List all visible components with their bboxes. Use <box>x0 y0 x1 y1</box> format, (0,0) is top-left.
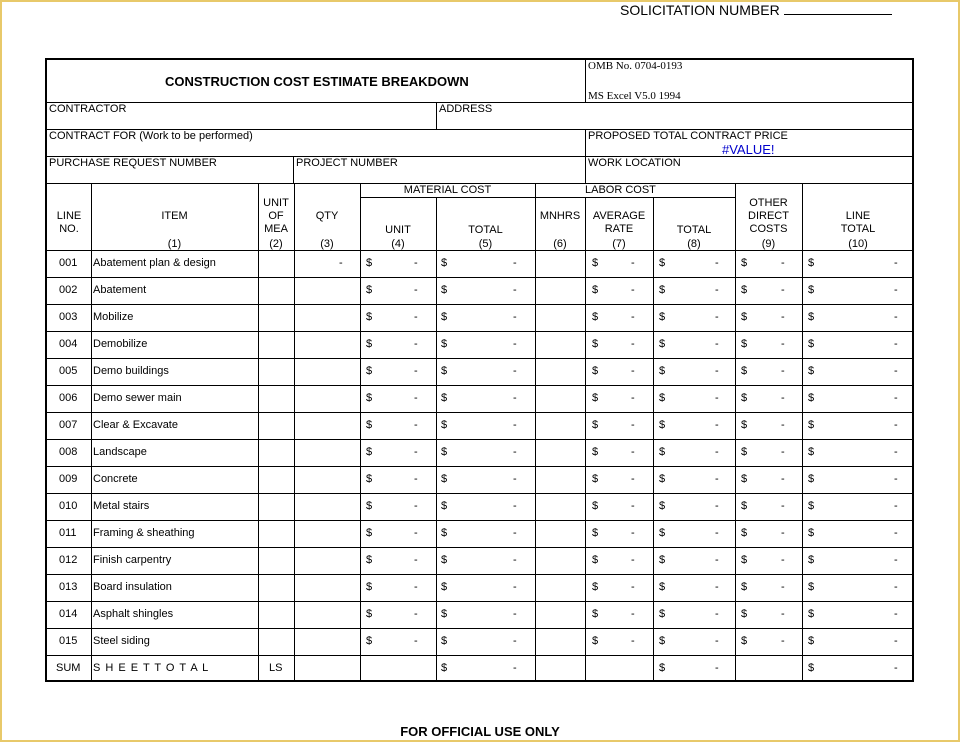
other-costs-value: - <box>781 338 785 350</box>
other-costs-value: - <box>781 257 785 269</box>
line-no: 014 <box>59 608 78 620</box>
mat-total-value: - <box>513 419 517 431</box>
mat-unit-currency: $ <box>366 338 373 350</box>
lab-total-currency: $ <box>659 473 666 485</box>
solicitation-number <box>620 2 892 18</box>
lab-avg-rate-currency: $ <box>592 527 599 539</box>
row-divider <box>47 331 914 332</box>
mat-total-currency: $ <box>441 662 448 674</box>
line-total-value: - <box>894 554 898 566</box>
other-costs-value: - <box>781 527 785 539</box>
line-no: 011 <box>59 527 77 539</box>
other-costs-value: - <box>781 500 785 512</box>
other-costs-currency: $ <box>741 365 748 377</box>
lab-total-currency: $ <box>659 338 666 350</box>
mat-total-currency: $ <box>441 284 448 296</box>
lab-avg-rate-value: - <box>631 500 635 512</box>
line-no: SUM <box>56 662 81 674</box>
mat-total-currency: $ <box>441 257 448 269</box>
lab-total-currency: $ <box>659 311 666 323</box>
mat-total-currency: $ <box>441 365 448 377</box>
purchase-request-label: PURCHASE REQUEST NUMBER <box>49 157 217 169</box>
other-costs-currency: $ <box>741 338 748 350</box>
col-divider <box>735 183 736 682</box>
lab-total-currency: $ <box>659 608 666 620</box>
item-name: Abatement plan & design <box>93 257 216 269</box>
col-line-total-l2: TOTAL <box>840 223 876 235</box>
other-costs-currency: $ <box>741 419 748 431</box>
lab-total-currency: $ <box>659 527 666 539</box>
form-title: CONSTRUCTION COST ESTIMATE BREAKDOWN <box>165 74 469 89</box>
mat-total-value: - <box>513 662 517 674</box>
other-costs-currency: $ <box>741 311 748 323</box>
mat-total-value: - <box>513 473 517 485</box>
item-name: S H E E T T O T A L <box>93 662 210 674</box>
line-total-currency: $ <box>808 446 815 458</box>
lab-avg-rate-currency: $ <box>592 284 599 296</box>
item-name: Mobilize <box>93 311 134 323</box>
item-name: Asphalt shingles <box>93 608 174 620</box>
lab-total-value: - <box>715 392 719 404</box>
other-costs-currency: $ <box>741 554 748 566</box>
line-total-value: - <box>894 284 898 296</box>
material-cost-header: MATERIAL COST <box>403 184 492 196</box>
lab-total-value: - <box>715 257 719 269</box>
lab-total-value: - <box>715 527 719 539</box>
other-costs-currency: $ <box>741 257 748 269</box>
col-mat-unit-num: (4) <box>391 238 405 250</box>
line-total-value: - <box>894 662 898 674</box>
line-total-currency: $ <box>808 527 815 539</box>
col-unit-mea-num: (2) <box>269 238 283 250</box>
other-costs-value: - <box>781 554 785 566</box>
line-total-value: - <box>894 446 898 458</box>
omb-number: OMB No. 0704-0193 <box>588 60 683 72</box>
mat-total-currency: $ <box>441 419 448 431</box>
mat-total-value: - <box>513 284 517 296</box>
item-name: Concrete <box>93 473 138 485</box>
line-total-currency: $ <box>808 554 815 566</box>
mat-unit-currency: $ <box>366 392 373 404</box>
lab-avg-rate-currency: $ <box>592 500 599 512</box>
lab-avg-rate-value: - <box>631 473 635 485</box>
col-line-total <box>802 210 914 236</box>
mat-total-value: - <box>513 608 517 620</box>
lab-avg-rate-currency: $ <box>592 419 599 431</box>
col-unit-mea-l3: MEA <box>264 223 288 235</box>
line-total-value: - <box>894 365 898 377</box>
lab-total-value: - <box>715 338 719 350</box>
line-total-value: - <box>894 419 898 431</box>
project-number-label: PROJECT NUMBER <box>296 157 398 169</box>
col-divider <box>360 183 361 682</box>
lab-total-value: - <box>715 635 719 647</box>
lab-avg-rate-currency: $ <box>592 635 599 647</box>
line-no: 009 <box>59 473 78 485</box>
row-divider <box>47 547 914 548</box>
mat-unit-currency: $ <box>366 257 373 269</box>
item-name: Finish carpentry <box>93 554 172 566</box>
mat-unit-value: - <box>414 392 418 404</box>
line-total-value: - <box>894 392 898 404</box>
lab-total-currency: $ <box>659 284 666 296</box>
row-divider <box>47 358 914 359</box>
lab-total-value: - <box>715 554 719 566</box>
lab-total-currency: $ <box>659 257 666 269</box>
other-costs-value: - <box>781 473 785 485</box>
mat-unit-value: - <box>414 554 418 566</box>
col-lab-total-num: (8) <box>687 238 701 250</box>
mat-total-value: - <box>513 635 517 647</box>
mat-unit-currency: $ <box>366 419 373 431</box>
lab-total-value: - <box>715 662 719 674</box>
item-name: Demo sewer main <box>93 392 182 404</box>
other-costs-currency: $ <box>741 392 748 404</box>
col-line-no <box>47 210 91 236</box>
other-costs-value: - <box>781 392 785 404</box>
col-other-l2: DIRECT <box>748 210 789 222</box>
lab-avg-rate-currency: $ <box>592 554 599 566</box>
mat-unit-value: - <box>414 419 418 431</box>
mat-unit-value: - <box>414 284 418 296</box>
solicitation-field[interactable] <box>784 2 892 15</box>
line-total-currency: $ <box>808 608 815 620</box>
lab-total-currency: $ <box>659 662 666 674</box>
lab-total-value: - <box>715 473 719 485</box>
other-costs-currency: $ <box>741 500 748 512</box>
item-name: Demobilize <box>93 338 148 350</box>
mat-total-value: - <box>513 311 517 323</box>
col-line-total-num: (10) <box>848 238 868 250</box>
mat-unit-currency: $ <box>366 473 373 485</box>
other-costs-currency: $ <box>741 527 748 539</box>
line-no: 013 <box>59 581 78 593</box>
lab-avg-rate-value: - <box>631 419 635 431</box>
line-total-value: - <box>894 608 898 620</box>
item-name: Metal stairs <box>93 500 150 512</box>
address-label: ADDRESS <box>439 103 493 115</box>
row-divider <box>47 655 914 656</box>
divider <box>585 60 586 102</box>
line-no: 004 <box>59 338 78 350</box>
mat-total-value: - <box>513 365 517 377</box>
line-total-currency: $ <box>808 662 815 674</box>
col-avg-rate-num: (7) <box>612 238 626 250</box>
col-avg-rate-l1: AVERAGE <box>592 210 646 222</box>
row-divider <box>47 466 914 467</box>
mat-total-currency: $ <box>441 635 448 647</box>
line-no: 015 <box>59 635 78 647</box>
line-total-value: - <box>894 473 898 485</box>
mat-unit-value: - <box>414 365 418 377</box>
item-name: Demo buildings <box>93 365 169 377</box>
lab-total-value: - <box>715 446 719 458</box>
other-costs-value: - <box>781 446 785 458</box>
mat-total-value: - <box>513 554 517 566</box>
other-costs-currency: $ <box>741 284 748 296</box>
lab-avg-rate-value: - <box>631 392 635 404</box>
divider <box>436 102 437 129</box>
line-total-currency: $ <box>808 419 815 431</box>
labor-cost-header: LABOR COST <box>585 184 656 196</box>
col-mat-total: TOTAL <box>468 224 503 236</box>
lab-avg-rate-currency: $ <box>592 473 599 485</box>
col-other-l1: OTHER <box>749 197 788 209</box>
mat-total-currency: $ <box>441 554 448 566</box>
lab-avg-rate-currency: $ <box>592 392 599 404</box>
lab-total-currency: $ <box>659 365 666 377</box>
row-divider <box>47 493 914 494</box>
lab-avg-rate-currency: $ <box>592 365 599 377</box>
col-other <box>735 197 802 236</box>
lab-avg-rate-value: - <box>631 608 635 620</box>
item-name: Clear & Excavate <box>93 419 178 431</box>
line-total-currency: $ <box>808 473 815 485</box>
mat-unit-currency: $ <box>366 608 373 620</box>
contractor-label: CONTRACTOR <box>49 103 127 115</box>
line-total-value: - <box>894 500 898 512</box>
lab-total-currency: $ <box>659 581 666 593</box>
mat-total-currency: $ <box>441 473 448 485</box>
mat-unit-currency: $ <box>366 365 373 377</box>
other-costs-currency: $ <box>741 635 748 647</box>
other-costs-value: - <box>781 419 785 431</box>
col-line-no-l1: LINE <box>56 210 82 222</box>
line-total-currency: $ <box>808 257 815 269</box>
mat-total-value: - <box>513 581 517 593</box>
line-no: 007 <box>59 419 78 431</box>
other-costs-value: - <box>781 365 785 377</box>
mat-total-currency: $ <box>441 500 448 512</box>
lab-total-currency: $ <box>659 635 666 647</box>
line-no: 008 <box>59 446 78 458</box>
lab-avg-rate-value: - <box>631 446 635 458</box>
item-name: Steel siding <box>93 635 150 647</box>
mat-total-currency: $ <box>441 608 448 620</box>
col-other-l3: COSTS <box>749 223 788 235</box>
mat-unit-value: - <box>414 527 418 539</box>
line-no: 003 <box>59 311 78 323</box>
mat-unit-value: - <box>414 311 418 323</box>
row-divider <box>47 304 914 305</box>
col-line-no-l2: NO. <box>59 223 79 235</box>
mat-total-value: - <box>513 500 517 512</box>
col-divider <box>258 183 259 682</box>
mat-total-value: - <box>513 338 517 350</box>
mat-unit-value: - <box>414 338 418 350</box>
mat-unit-value: - <box>414 500 418 512</box>
line-total-currency: $ <box>808 392 815 404</box>
solicitation-label: SOLICITATION NUMBER <box>620 2 780 18</box>
col-divider <box>535 183 536 682</box>
col-mat-unit: UNIT <box>385 224 411 236</box>
lab-avg-rate-currency: $ <box>592 257 599 269</box>
col-qty-num: (3) <box>320 238 334 250</box>
lab-total-value: - <box>715 365 719 377</box>
row-divider <box>47 277 914 278</box>
line-total-currency: $ <box>808 311 815 323</box>
other-costs-value: - <box>781 581 785 593</box>
mat-unit-value: - <box>414 581 418 593</box>
mat-total-currency: $ <box>441 392 448 404</box>
contract-for-label: CONTRACT FOR (Work to be performed) <box>49 130 253 142</box>
mat-unit-value: - <box>414 473 418 485</box>
item-name: Framing & sheathing <box>93 527 195 539</box>
lab-total-value: - <box>715 608 719 620</box>
lab-avg-rate-value: - <box>631 257 635 269</box>
lab-avg-rate-value: - <box>631 527 635 539</box>
line-total-currency: $ <box>808 581 815 593</box>
line-total-currency: $ <box>808 284 815 296</box>
mat-unit-currency: $ <box>366 527 373 539</box>
mat-total-currency: $ <box>441 311 448 323</box>
unit-of-measure: LS <box>269 662 283 674</box>
lab-avg-rate-currency: $ <box>592 311 599 323</box>
col-unit-mea <box>258 197 294 236</box>
line-no: 006 <box>59 392 78 404</box>
col-line-total-l1: LINE <box>845 210 871 222</box>
estimate-form <box>45 58 914 682</box>
other-costs-value: - <box>781 635 785 647</box>
row-divider <box>47 412 914 413</box>
mat-total-value: - <box>513 527 517 539</box>
mat-unit-value: - <box>414 608 418 620</box>
row-divider <box>47 601 914 602</box>
col-unit-mea-l1: UNIT <box>263 197 289 209</box>
lab-avg-rate-currency: $ <box>592 608 599 620</box>
line-total-value: - <box>894 527 898 539</box>
lab-avg-rate-value: - <box>631 581 635 593</box>
line-no: 010 <box>59 500 78 512</box>
line-total-value: - <box>894 311 898 323</box>
mat-unit-currency: $ <box>366 635 373 647</box>
mat-total-currency: $ <box>441 446 448 458</box>
line-total-value: - <box>894 581 898 593</box>
mat-total-value: - <box>513 446 517 458</box>
other-costs-currency: $ <box>741 473 748 485</box>
col-item: ITEM <box>161 210 188 222</box>
line-no: 005 <box>59 365 78 377</box>
other-costs-currency: $ <box>741 446 748 458</box>
lab-total-currency: $ <box>659 392 666 404</box>
lab-total-value: - <box>715 284 719 296</box>
lab-avg-rate-currency: $ <box>592 338 599 350</box>
lab-avg-rate-currency: $ <box>592 446 599 458</box>
mat-unit-currency: $ <box>366 311 373 323</box>
row-divider <box>47 385 914 386</box>
line-total-currency: $ <box>808 500 815 512</box>
lab-total-currency: $ <box>659 419 666 431</box>
line-total-currency: $ <box>808 365 815 377</box>
mat-unit-currency: $ <box>366 284 373 296</box>
line-no: 001 <box>59 257 78 269</box>
mat-total-value: - <box>513 392 517 404</box>
col-item-num: (1) <box>167 238 182 250</box>
col-divider <box>91 183 92 682</box>
col-divider <box>294 183 295 682</box>
item-name: Board insulation <box>93 581 172 593</box>
proposed-price-label: PROPOSED TOTAL CONTRACT PRICE <box>588 130 788 142</box>
lab-total-value: - <box>715 419 719 431</box>
col-avg-rate <box>585 210 653 236</box>
row-divider <box>47 520 914 521</box>
lab-avg-rate-value: - <box>631 311 635 323</box>
divider <box>360 197 735 198</box>
col-mnhrs-num: (6) <box>553 238 567 250</box>
mat-total-currency: $ <box>441 527 448 539</box>
row-divider <box>47 574 914 575</box>
item-name: Abatement <box>93 284 147 296</box>
divider <box>293 156 294 183</box>
col-qty: QTY <box>315 210 339 222</box>
col-mnhrs: MNHRS <box>539 210 581 222</box>
col-lab-total: TOTAL <box>676 224 712 236</box>
mat-total-value: - <box>513 257 517 269</box>
mat-unit-value: - <box>414 446 418 458</box>
row-divider <box>47 439 914 440</box>
other-costs-currency: $ <box>741 581 748 593</box>
mat-unit-currency: $ <box>366 554 373 566</box>
lab-avg-rate-value: - <box>631 635 635 647</box>
col-unit-mea-l2: OF <box>268 210 284 222</box>
lab-total-value: - <box>715 500 719 512</box>
line-total-value: - <box>894 257 898 269</box>
other-costs-value: - <box>781 284 785 296</box>
mat-unit-value: - <box>414 257 418 269</box>
lab-avg-rate-currency: $ <box>592 581 599 593</box>
line-total-currency: $ <box>808 635 815 647</box>
line-no: 012 <box>59 554 78 566</box>
proposed-price-value: #VALUE! <box>722 142 775 157</box>
row-divider <box>47 628 914 629</box>
lab-avg-rate-value: - <box>631 284 635 296</box>
line-total-value: - <box>894 635 898 647</box>
qty-value: - <box>339 257 343 269</box>
other-costs-value: - <box>781 311 785 323</box>
lab-avg-rate-value: - <box>631 338 635 350</box>
mat-unit-currency: $ <box>366 500 373 512</box>
col-divider <box>802 183 803 682</box>
col-avg-rate-l2: RATE <box>604 223 634 235</box>
mat-unit-currency: $ <box>366 581 373 593</box>
mat-unit-value: - <box>414 635 418 647</box>
lab-total-value: - <box>715 311 719 323</box>
line-total-currency: $ <box>808 338 815 350</box>
item-name: Landscape <box>93 446 147 458</box>
mat-total-currency: $ <box>441 581 448 593</box>
other-costs-currency: $ <box>741 608 748 620</box>
other-costs-value: - <box>781 608 785 620</box>
lab-total-currency: $ <box>659 500 666 512</box>
work-location-label: WORK LOCATION <box>588 157 681 169</box>
ms-excel-version: MS Excel V5.0 1994 <box>588 90 681 102</box>
line-no: 002 <box>59 284 78 296</box>
lab-total-currency: $ <box>659 554 666 566</box>
line-total-value: - <box>894 338 898 350</box>
lab-avg-rate-value: - <box>631 554 635 566</box>
col-other-num: (9) <box>761 238 776 250</box>
mat-unit-currency: $ <box>366 446 373 458</box>
lab-total-currency: $ <box>659 446 666 458</box>
col-mat-total-num: (5) <box>478 238 493 250</box>
lab-total-value: - <box>715 581 719 593</box>
lab-avg-rate-value: - <box>631 365 635 377</box>
mat-total-currency: $ <box>441 338 448 350</box>
footer-official-use: FOR OFFICIAL USE ONLY <box>400 724 560 739</box>
